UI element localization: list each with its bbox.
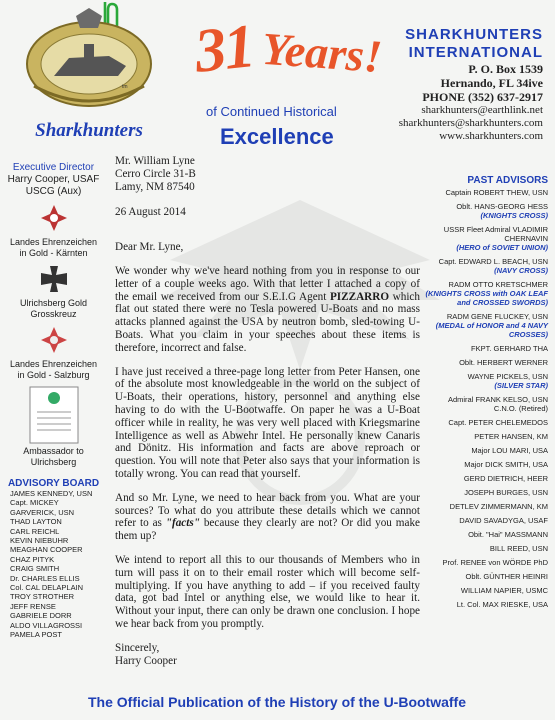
- iron-cross-icon: [40, 265, 68, 293]
- recipient-name: Mr. William Lyne: [115, 155, 195, 167]
- past-advisor-name: Prof. RENEE von WÖRDE PhD: [442, 558, 548, 567]
- past-advisor-entry: [424, 358, 548, 367]
- past-advisor-name: Captain ROBERT THEW, USN: [445, 188, 548, 197]
- past-advisor-entry: [424, 502, 548, 511]
- advisory-board-member: JEFF RENSE: [10, 601, 56, 611]
- past-advisor-name: RADM OTTO KRETSCHMER: [448, 280, 548, 289]
- past-advisor-entry: [424, 572, 548, 581]
- award-label-2: Ulrichsberg Gold Grosskreuz: [19, 298, 88, 319]
- past-advisor-entry: [424, 460, 548, 469]
- past-advisor-entry: [424, 544, 548, 553]
- letter-body: [115, 155, 420, 667]
- certificate-icon: [29, 386, 79, 444]
- past-advisor-name: Lt. Col. MAX RIESKE, USA: [456, 600, 548, 609]
- past-advisor-entry: [424, 312, 548, 339]
- paragraph-3: And so Mr. Lyne, we need to hear back from you. What are your sources? To what do you attribute these details which we cannot refer to as "facts" because they clearly are not? Or did you make them up?: [115, 491, 420, 543]
- recipient-city: Lamy, NM 87540: [115, 180, 195, 193]
- past-advisor-name: Oblt. HANS-GEORG HESS: [456, 202, 548, 211]
- past-advisor-entry: [424, 516, 548, 525]
- salutation: Dear Mr. Lyne,: [115, 241, 184, 254]
- advisory-board-member: TROY STROTHER: [10, 592, 75, 602]
- org-po-box: P. O. Box 1539: [468, 62, 543, 76]
- past-advisor-entry: [424, 280, 548, 307]
- letter-date: 26 August 2014: [115, 206, 186, 219]
- facts-word: "facts": [165, 517, 200, 530]
- agent-name: PIZZARRO: [329, 290, 390, 303]
- advisory-board-member: THAD LAYTON: [10, 517, 62, 527]
- past-advisor-name: Major DICK SMITH, USA: [464, 460, 548, 469]
- past-advisor-honor: (KNIGHTS CROSS with OAK LEAF and CROSSED SWORDS): [425, 289, 548, 307]
- org-email-2[interactable]: sharkhunters@sharkhunters.com: [398, 117, 543, 129]
- past-advisor-honor: (NAVY CROSS): [494, 266, 548, 275]
- award-label-4: Ambassador to Ulrichsberg: [23, 446, 84, 467]
- director-title: Executive Director: [12, 162, 95, 173]
- past-advisor-name: Oblt. GÜNTHER HEINRI: [465, 572, 548, 581]
- past-advisor-entry: [424, 530, 548, 539]
- advisory-board-member: Dr. CHARLES ELLIS: [10, 573, 80, 583]
- past-advisor-entry: [424, 586, 548, 595]
- past-advisor-name: RADM GENE FLUCKEY, USN: [446, 312, 548, 321]
- sharkhunters-logo: [14, 6, 164, 146]
- advisory-board-member: GABRIELE DORR: [10, 611, 72, 621]
- past-advisor-honor: (KNIGHTS CROSS): [480, 211, 548, 220]
- advisory-board-title: ADVISORY BOARD: [7, 478, 100, 489]
- past-advisor-name: Oblt. HERBERT WERNER: [459, 358, 548, 367]
- past-advisor-entry: [424, 344, 548, 353]
- closing: Sincerely,: [115, 641, 160, 654]
- past-advisor-entry: [424, 488, 548, 497]
- anniversary-word: Years!: [260, 22, 384, 83]
- organization-address: [399, 26, 543, 143]
- advisory-board-member: PAMELA POST: [10, 630, 62, 640]
- past-advisors-title: PAST ADVISORS: [467, 175, 548, 186]
- advisory-board-member: Capt. MICKEY GARVERICK, USN: [10, 498, 75, 517]
- signature: Harry Cooper: [115, 654, 177, 667]
- org-name-line1: SHARKHUNTERS: [405, 26, 543, 43]
- past-advisor-name: Major LOU MARI, USA: [471, 446, 548, 455]
- past-advisor-entry: [424, 225, 548, 252]
- advisory-board-member: Col. CAL DELAPLAIN: [10, 583, 84, 593]
- past-advisor-name: FKPT. GERHARD THA: [471, 344, 548, 353]
- past-advisors-list: [424, 188, 548, 609]
- advisory-board-member: ALDO VILLAGROSSI: [10, 620, 83, 630]
- past-advisor-entry: [424, 257, 548, 275]
- past-advisor-honor: (SILVER STAR): [494, 381, 548, 390]
- past-advisor-honor: (HERO of SOVIET UNION): [456, 243, 548, 252]
- advisory-board-member: JAMES KENNEDY, USN: [10, 489, 93, 498]
- past-advisor-name: Admiral FRANK KELSO, USN C.N.O. (Retired): [447, 395, 548, 413]
- past-advisor-entry: [424, 372, 548, 390]
- past-advisor-entry: [424, 432, 548, 441]
- advisory-board-member: CHAZ PITYK: [10, 554, 55, 564]
- past-advisor-name: BILL REED, USN: [489, 544, 548, 553]
- past-advisor-name: GERD DIETRICH, HEER: [463, 474, 548, 483]
- past-advisor-name: DAVID SAVADYGA, USAF: [459, 516, 548, 525]
- org-email-1[interactable]: sharkhunters@earthlink.net: [421, 104, 543, 116]
- recipient-street: Cerro Circle 31-B: [115, 167, 196, 180]
- director-unit: USCG (Aux): [25, 186, 82, 197]
- past-advisor-name: Capt. EDWARD L. BEACH, USN: [438, 257, 548, 266]
- advisory-board-member: CARL REICHL: [10, 526, 60, 536]
- past-advisor-entry: [424, 446, 548, 455]
- footer-tagline: The Official Publication of the History of the U-Bootwaffe: [88, 694, 467, 710]
- org-name-line2: INTERNATIONAL: [408, 44, 543, 61]
- director-name: Harry Cooper, USAF: [7, 174, 100, 185]
- anniversary-number: 31: [191, 12, 257, 86]
- past-advisor-name: PETER HANSEN, KM: [474, 432, 548, 441]
- cross-medal-icon: [40, 326, 68, 354]
- advisory-board-member: KEVIN NIEBUHR: [10, 536, 69, 546]
- paragraph-2: I have just received a three-page long letter from Peter Hansen, one of the absolute most knowledgeable in the world on the subject of U-Boats, their operations, history, personnel and anything else having to do with the U-Bootwaffe. On paper he was a U-Boat officer while in reality, he was very well placed with Kriegsmarine Intelligence as well as Abwehr Intel. He personally knew Canaris and Dönitz. His information and facts are above reproach or question. You will note that Peter also says that your information is totally wrong. You can read that yourself.: [115, 365, 420, 480]
- past-advisor-entry: [424, 188, 548, 197]
- past-advisor-name: DETLEV ZIMMERMANN, KM: [449, 502, 548, 511]
- paragraph-1: We wonder why we've heard nothing from you in response to our letter of a couple weeks ago. With that letter I attached a copy of the email we received from our S.E.I.G Agent PIZZARRO which flat out stated there were no Tesla powered U-Boats and no mass attacks planned against the USA by neutron bomb, sled-towing U-Boats. What you claim in your speeches about these items is therefore, incorrect and false.: [115, 264, 420, 354]
- past-advisor-entry: [424, 202, 548, 220]
- org-phone: PHONE (352) 637-2917: [422, 90, 543, 104]
- past-advisor-entry: [424, 558, 548, 567]
- award-label-1: Landes Ehrenzeichen in Gold - Kärnten: [9, 237, 98, 258]
- past-advisors-column: [424, 176, 548, 614]
- advisory-board-member: CRAIG SMITH: [10, 564, 60, 574]
- past-advisor-entry: [424, 418, 548, 427]
- award-label-3: Landes Ehrenzeichen in Gold - Salzburg: [9, 359, 98, 380]
- past-advisor-honor: (MEDAL of HONOR and 4 NAVY CROSSES): [435, 321, 548, 339]
- org-website[interactable]: www.sharkhunters.com: [439, 130, 543, 142]
- past-advisor-name: USSR Fleet Admiral VLADIMIR CHERNAVIN: [443, 225, 548, 243]
- past-advisor-entry: [424, 600, 548, 609]
- past-advisor-name: Obit. "Hai" MASSMANN: [468, 530, 548, 539]
- past-advisor-name: WILLIAM NAPIER, USMC: [460, 586, 548, 595]
- advisory-board-list: [6, 489, 101, 640]
- advisory-board-member: MEAGHAN COOPER: [10, 545, 83, 555]
- past-advisor-name: Capt. PETER CHELEMEDOS: [448, 418, 548, 427]
- svg-text:tm: tm: [122, 84, 128, 90]
- past-advisor-entry: [424, 474, 548, 483]
- left-sidebar: [6, 162, 101, 640]
- past-advisor-entry: [424, 395, 548, 413]
- cross-medal-icon: [40, 204, 68, 232]
- org-city: Hernando, FL 34ive: [440, 76, 543, 90]
- past-advisor-name: JOSEPH BURGES, USN: [464, 488, 548, 497]
- logo-text: Sharkhunters: [35, 120, 143, 141]
- anniversary-excellence: Excellence: [220, 124, 334, 149]
- anniversary-subtitle: of Continued Historical: [206, 104, 337, 119]
- past-advisor-name: WAYNE PICKELS, USN: [467, 372, 548, 381]
- paragraph-4: We intend to report all this to our thousands of Members who in turn will pass it on to their email roster which will become self-multiplying. If you have anything to add – if you received faulty data, got bad Intel or anything else, we would like to hear it. Without your input, there can only be drawn one conclusion. I hope we hear back from you promptly.: [115, 553, 420, 630]
